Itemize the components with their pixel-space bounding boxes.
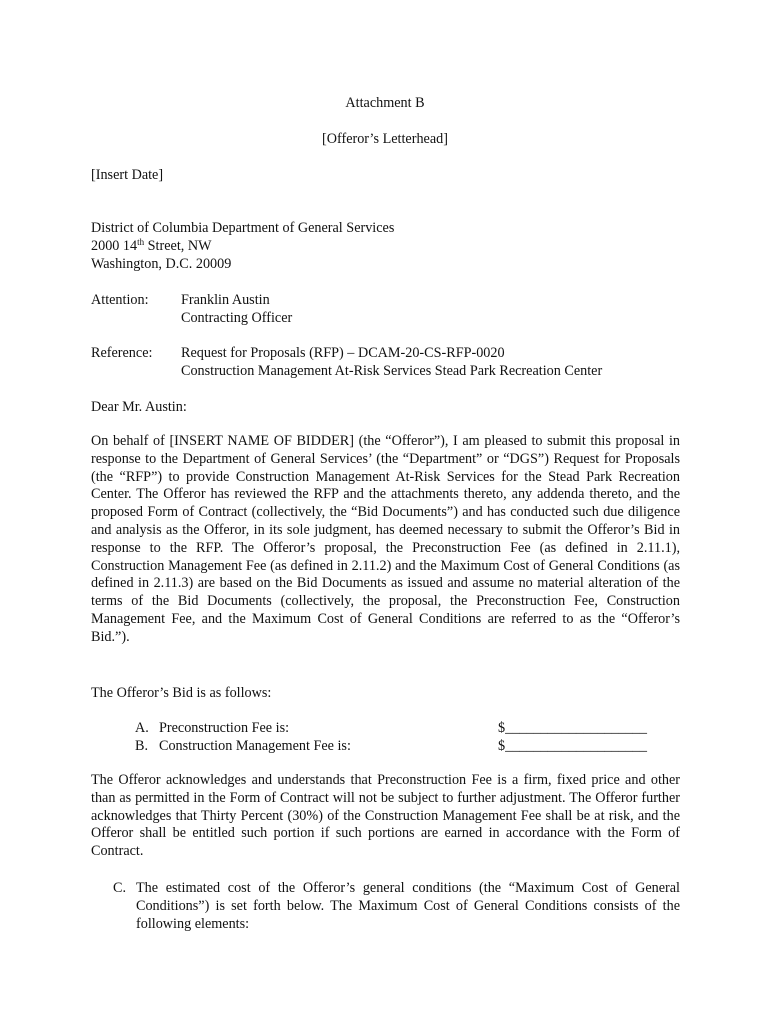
- acknowledgement-paragraph: The Offeror acknowledges and understands that Preconstruction Fee is a firm, fixed price and other than as permitted in the Form of Contract will not be subject to further adjustment. The Offeror further acknowledges that Thirty Percent (30%) of the Construction Management Fee shall be at risk, and the Offeror shall be entitled such portion if such portions are earned in accordance with the Form of Contract.: [91, 772, 680, 860]
- attention-title: Contracting Officer: [181, 310, 293, 326]
- bid-item-general-conditions: [113, 879, 680, 933]
- bid-item-label: Construction Management Fee is:: [159, 738, 351, 754]
- reference-line-2: Construction Management At-Risk Services Stead Park Recreation Center: [181, 363, 603, 379]
- bid-item-amount-blank: $____________________: [498, 738, 647, 754]
- bid-item-marker: B.: [135, 738, 149, 754]
- reference-label: Reference:: [91, 345, 153, 361]
- bid-intro: The Offeror’s Bid is as follows:: [91, 685, 272, 701]
- bid-item-marker: A.: [135, 720, 149, 736]
- address-city: Washington, D.C. 20009: [91, 256, 232, 272]
- date-placeholder: [Insert Date]: [91, 167, 164, 183]
- attachment-heading: Attachment B: [345, 95, 425, 111]
- general-conditions-text: The estimated cost of the Offeror’s general conditions (the “Maximum Cost of General Conditions”) is set forth below. The Maximum Cost of General Conditions consists of the following elements:: [136, 880, 680, 932]
- bid-item-marker: C.: [113, 880, 127, 896]
- address-line-1: District of Columbia Department of General Services: [91, 220, 395, 236]
- attention-label: Attention:: [91, 292, 149, 308]
- bid-item-amount-blank: $____________________: [498, 720, 647, 736]
- letterhead-placeholder: [Offeror’s Letterhead]: [322, 131, 448, 147]
- attention-name: Franklin Austin: [181, 292, 270, 308]
- address-street: 2000 14th Street, NW: [91, 237, 212, 254]
- bid-item-label: Preconstruction Fee is:: [159, 720, 290, 736]
- reference-line-1: Request for Proposals (RFP) – DCAM-20-CS-RFP-0020: [181, 345, 505, 361]
- salutation: Dear Mr. Austin:: [91, 399, 187, 415]
- body-paragraph: On behalf of [INSERT NAME OF BIDDER] (the “Offeror”), I am pleased to submit this proposal in response to the Department of General Services’ (the “Department” or “DGS”) Request for Proposals (the “RFP”) to provide Construction Management At-Risk Services for the Stead Park Recreation Center. The Offeror has reviewed the RFP and the attachments thereto, any addenda thereto, and the proposed Form of Contract (collectively, the “Bid Documents”) and has conducted such due diligence and analysis as the Offeror, in its sole judgment, has deemed necessary to submit the Offeror’s Bid in response to the RFP. The Offeror’s proposal, the Preconstruction Fee (as defined in 2.11.1), Construction Management Fee (as defined in 2.11.2) and the Maximum Cost of General Conditions (as defined in 2.11.3) are based on the Bid Documents as issued and assume no material alteration of the terms of the Bid Documents (collectively, the proposal, the Preconstruction Fee, Construction Management Fee, and the Maximum Cost of General Conditions are referred to as the “Offeror’s Bid.”).: [91, 433, 680, 645]
